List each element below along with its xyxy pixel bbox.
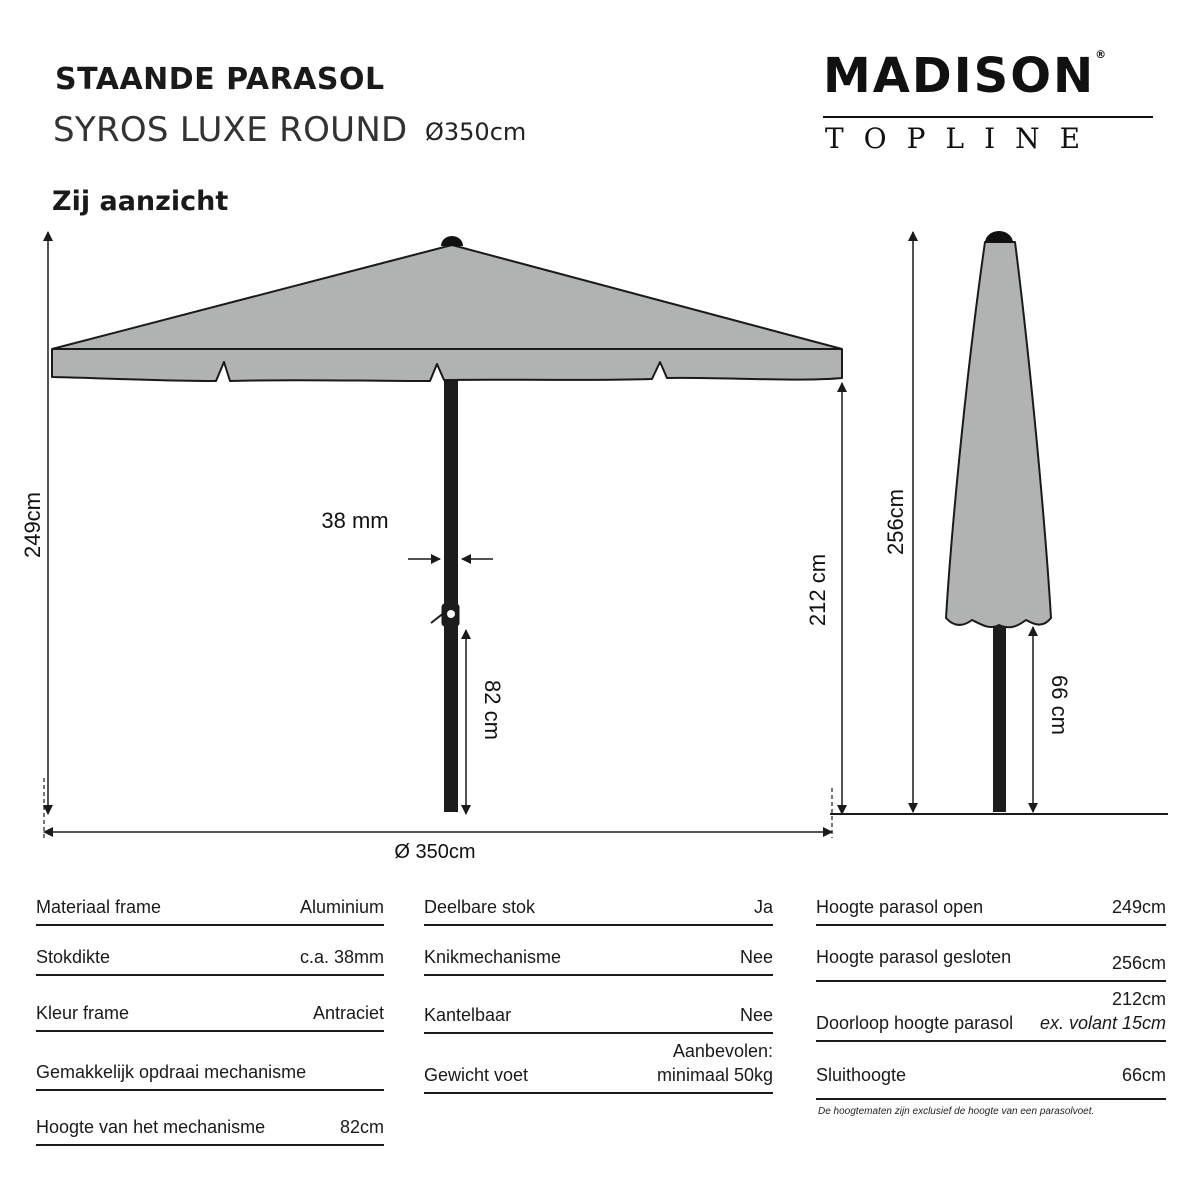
spec-row xyxy=(36,890,384,926)
spec-row xyxy=(36,1055,384,1091)
spec-value: Ja xyxy=(753,897,773,917)
spec-value-line2: ex. volant 15cm xyxy=(1039,1013,1166,1033)
spec-label: Sluithoogte xyxy=(816,1065,907,1085)
spec-row xyxy=(424,940,773,976)
spec-row xyxy=(424,890,773,926)
closed-canopy xyxy=(946,242,1051,627)
spec-label: Gewicht voet xyxy=(424,1065,529,1085)
spec-value: 66cm xyxy=(1121,1065,1166,1085)
clearance-height-label: 212 cm xyxy=(805,553,830,627)
height-closed-label: 256cm xyxy=(883,488,908,556)
pole-thickness-label: 38 mm xyxy=(321,508,389,533)
spec-value: Aluminium xyxy=(299,897,384,917)
spec-value-line2: minimaal 50kg xyxy=(656,1065,773,1085)
spec-label: Deelbare stok xyxy=(424,897,536,917)
spec-row xyxy=(36,1110,384,1146)
spec-label: Knikmechanisme xyxy=(424,947,562,967)
diameter-label: Ø 350cm xyxy=(394,841,476,863)
brand-logo-sub: TOPLINE xyxy=(825,122,1101,155)
spec-value: 82cm xyxy=(339,1117,384,1137)
open-parasol xyxy=(52,236,842,812)
open-canopy xyxy=(52,245,842,381)
spec-value: Antraciet xyxy=(312,1003,384,1023)
closed-cap xyxy=(985,231,1013,243)
spec-row xyxy=(816,946,1166,982)
spec-value: 249cm xyxy=(1111,897,1166,917)
product-title: STAANDE PARASOL xyxy=(55,62,385,97)
spec-row xyxy=(36,996,384,1032)
footnote: De hoogtematen zijn exclusief de hoogte van een parasolvoet. xyxy=(818,1106,1095,1117)
spec-label: Hoogte parasol gesloten xyxy=(816,947,1012,967)
open-pole xyxy=(444,372,458,812)
spec-label: Kleur frame xyxy=(36,1003,130,1023)
spec-value: Nee xyxy=(739,947,773,967)
spec-label: Kantelbaar xyxy=(424,1005,512,1025)
product-subtitle: SYROS LUXE ROUND xyxy=(53,110,408,150)
closing-height-label: 66 cm xyxy=(1047,675,1072,735)
spec-label: Hoogte parasol open xyxy=(816,897,984,917)
spec-value-line1: Aanbevolen: xyxy=(672,1041,773,1061)
height-open-label: 249cm xyxy=(20,491,45,559)
spec-label: Materiaal frame xyxy=(36,897,162,917)
spec-label: Stokdikte xyxy=(36,947,111,967)
registered-mark: ® xyxy=(1095,48,1109,61)
spec-row xyxy=(816,989,1166,1042)
spec-row xyxy=(816,1064,1166,1100)
brand-logo-text: MADISON xyxy=(823,48,1096,104)
section-title: Zij aanzicht xyxy=(52,186,229,217)
crank-handle xyxy=(431,604,459,626)
spec-label: Hoogte van het mechanisme xyxy=(36,1117,266,1137)
canopy-cap xyxy=(441,236,463,246)
spec-row xyxy=(36,940,384,976)
spec-value: c.a. 38mm xyxy=(299,947,384,967)
spec-row xyxy=(424,998,773,1034)
spec-label: Gemakkelijk opdraai mechanisme xyxy=(36,1062,307,1082)
mechanism-height-label: 82 cm xyxy=(480,680,505,740)
closed-parasol xyxy=(946,231,1051,812)
spec-value: Nee xyxy=(739,1005,773,1025)
spec-value-line1: 212cm xyxy=(1111,989,1166,1009)
product-diameter: Ø350cm xyxy=(425,118,527,146)
spec-value: 256cm xyxy=(1111,953,1166,973)
closed-pole xyxy=(993,620,1006,812)
spec-label: Doorloop hoogte parasol xyxy=(816,1013,1014,1033)
spec-row xyxy=(816,890,1166,926)
spec-row xyxy=(424,1041,773,1094)
